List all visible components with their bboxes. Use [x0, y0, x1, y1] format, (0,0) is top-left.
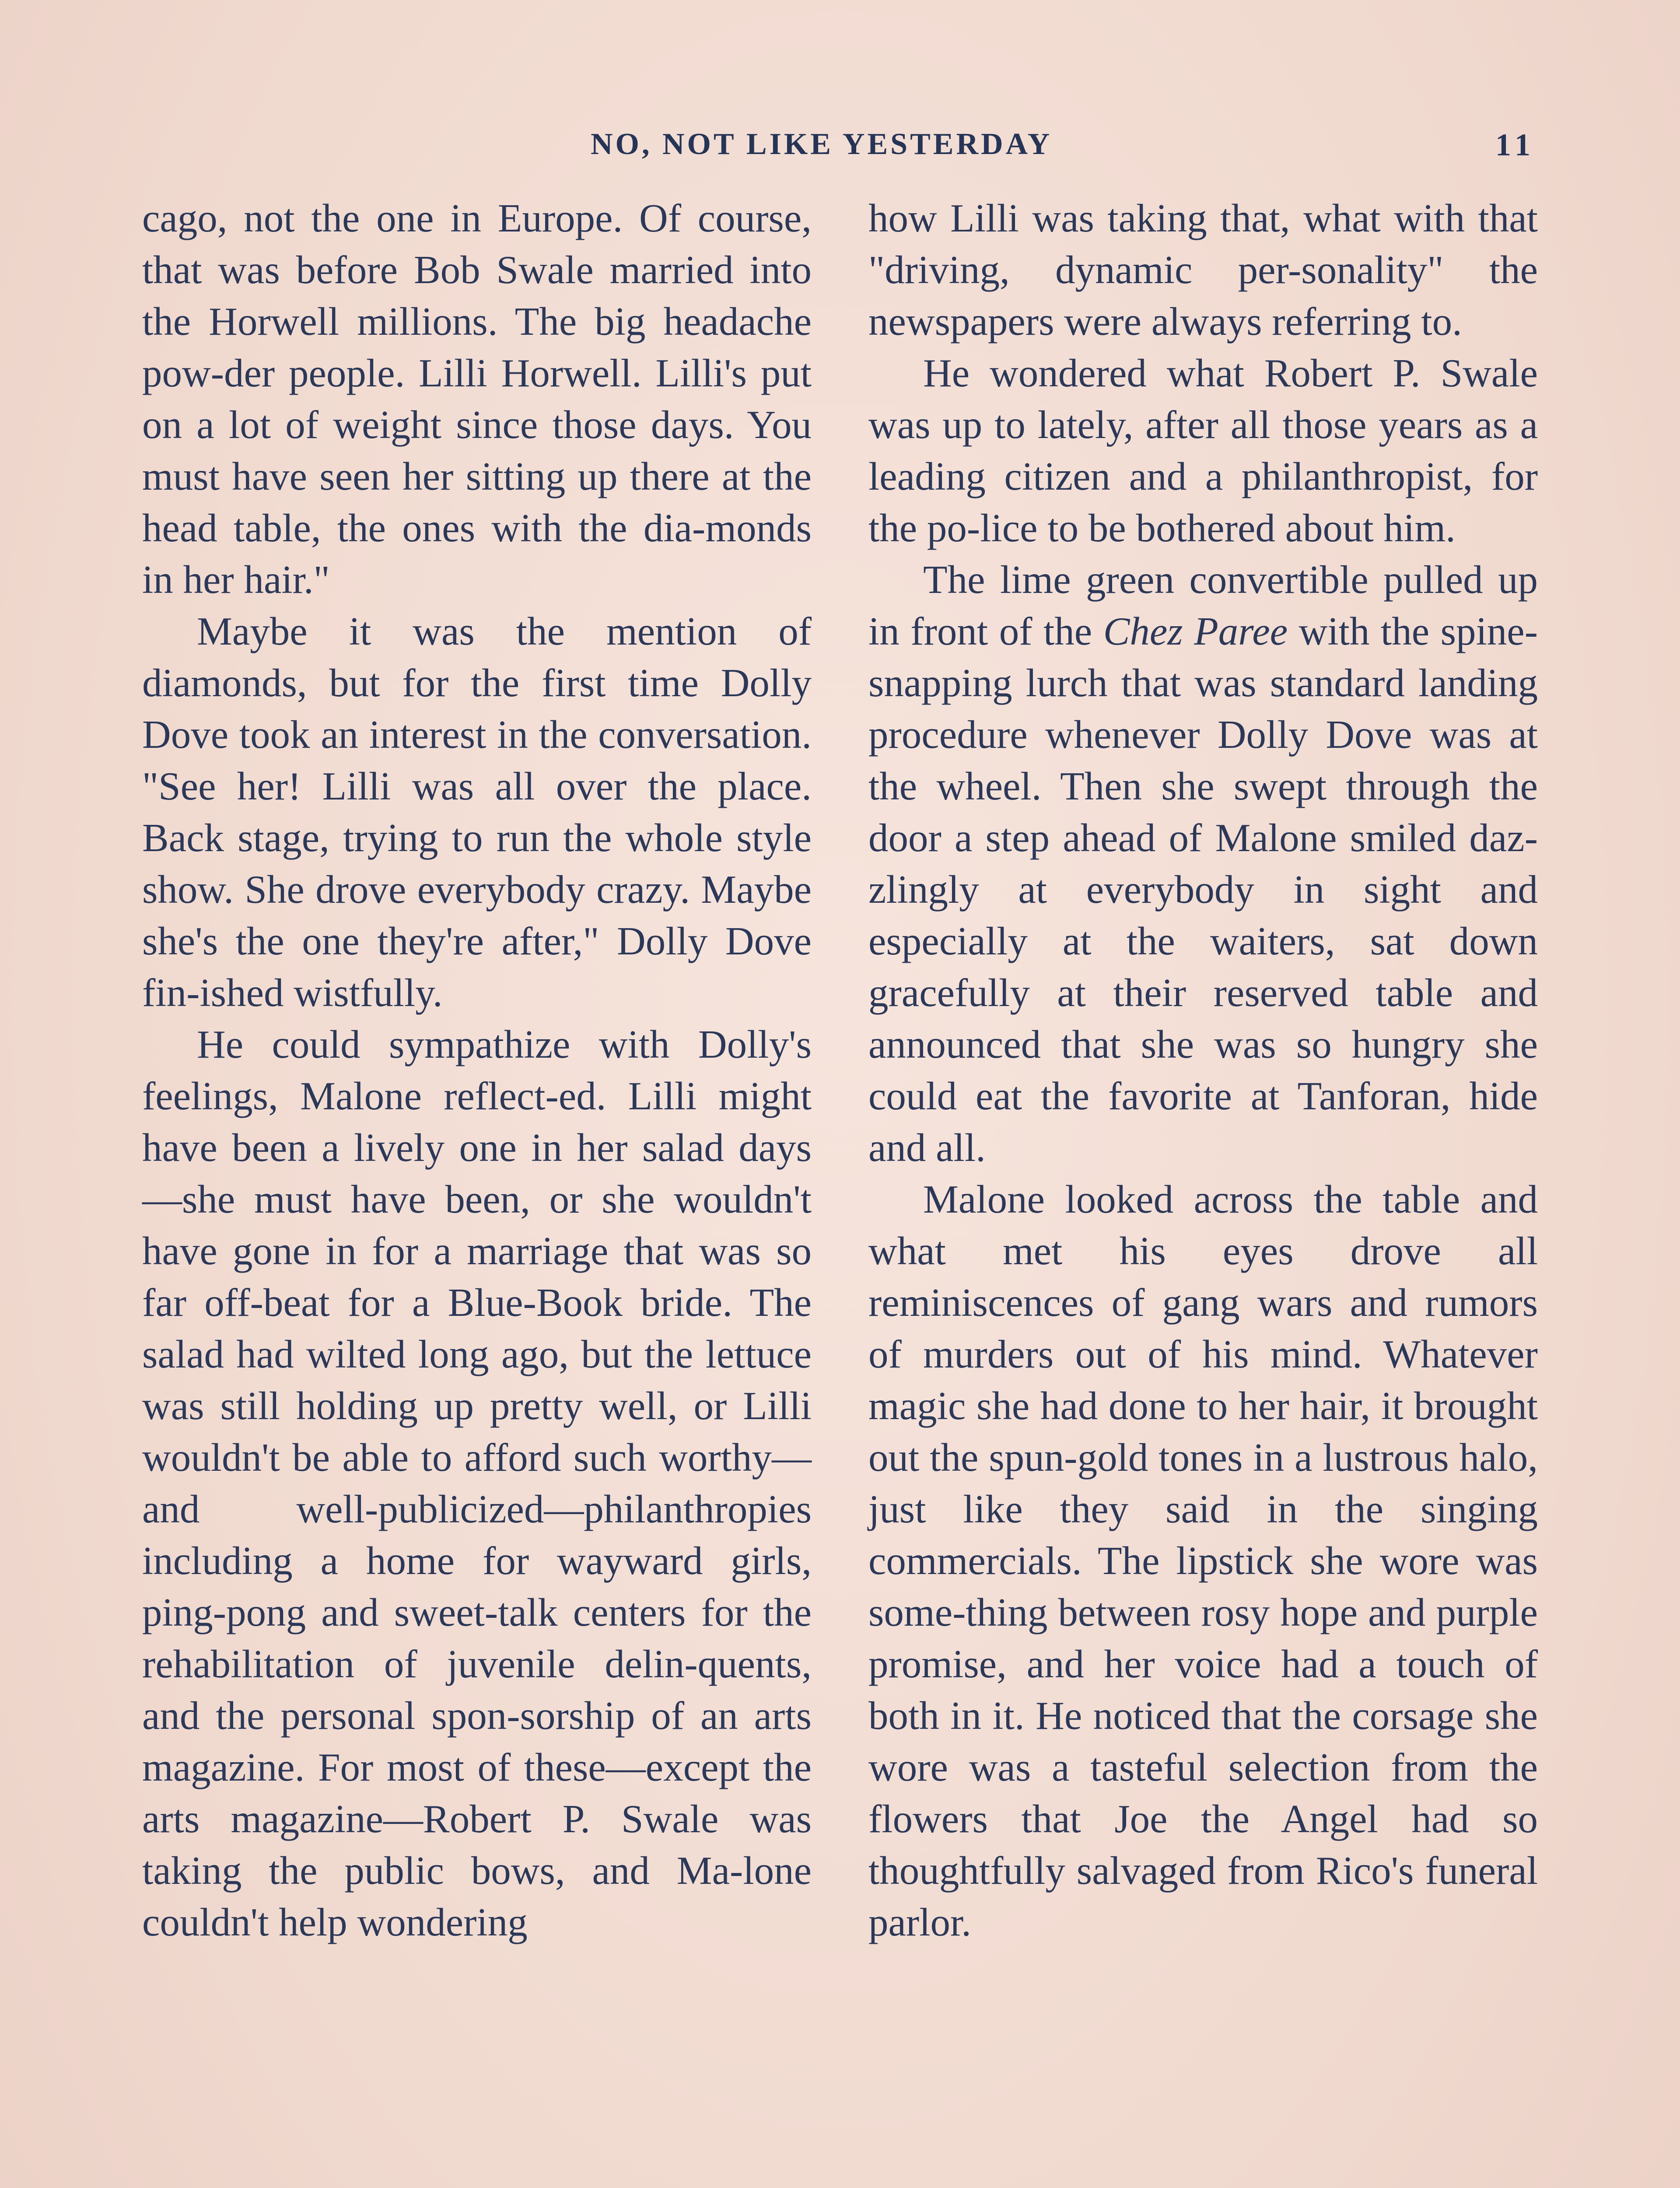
left-column — [142, 193, 812, 2188]
page-number: 11 — [1495, 127, 1536, 162]
left-paragraph-3: He could sympathize with Dolly's feelings, Malone reflect-ed. Lilli might have been a lively one in her salad days—she must have been, or she wouldn't have gone in for a marriage that was so far off-beat for a Blue-Book bride. The salad had wilted long ago, but the lettuce was still holding up pretty well, or Lilli wouldn't be able to afford such worthy—and well-publicized—philanthropies including a home for wayward girls, ping-pong and sweet-talk centers for the rehabilitation of juvenile delin-quents, and the personal spon-sorship of an arts magazine. For most of these—except the arts magazine—Robert P. Swale was taking the public bows, and Ma-lone couldn't help wondering — [142, 1022, 812, 1944]
right-column — [868, 193, 1538, 2188]
left-paragraph-1: cago, not the one in Europe. Of course, that was before Bob Swale married into the Horwell millions. The big headache pow-der people. Lilli Horwell. Lilli's put on a lot of weight since those days. You must have seen her sitting up there at the head table, the ones with the dia-monds in her hair." — [142, 196, 812, 602]
left-paragraph-2: Maybe it was the mention of diamonds, but for the first time Dolly Dove took an interest in the conversation. "See her! Lilli was all over the place. Back stage, trying to run the whole style show. She drove everybody crazy. Maybe she's the one they're after," Dolly Dove fin-ished wistfully. — [142, 609, 812, 1015]
right-paragraph-1: how Lilli was taking that, what with that "driving, dynamic per-sonality" the newspapers were always referring to. — [868, 196, 1538, 344]
right-paragraph-3-end: with the spine-snapping lurch that was standard landing procedure whenever Dolly Dove was at the wheel. Then she swept through the door a step ahead of Malone smiled daz-zlingly at everybody in sight and especially at the waiters, sat down gracefully at their reserved table and announced that she was so hungry she could eat the favorite at Tanforan, hide and all. — [868, 609, 1538, 1170]
right-paragraph-3-start: The lime green convertible pulled up in front of the — [868, 558, 1538, 653]
right-paragraph-2: He wondered what Robert P. Swale was up to lately, after all those years as a leading citizen and a philanthropist, for the po-lice to be bothered about him. — [868, 351, 1538, 550]
right-paragraph-4: Malone looked across the table and what met his eyes drove all reminiscences of gang wars and rumors of murders out of his mind. Whatever magic she had done to her hair, it brought out the spun-gold tones in a lustrous halo, just like they said in the singing commercials. The lipstick she wore was some-thing between rosy hope and purple promise, and her voice had a touch of both in it. He noticed that the corsage she wore was a tasteful selection from the flowers that Joe the Angel had so thoughtfully salvaged from Rico's funeral parlor. — [868, 1177, 1538, 1944]
right-paragraph-3 — [868, 554, 1538, 1174]
restaurant-name: Chez Paree — [1103, 609, 1288, 653]
running-title: NO, NOT LIKE YESTERDAY — [591, 127, 1053, 161]
running-head — [144, 127, 1536, 175]
